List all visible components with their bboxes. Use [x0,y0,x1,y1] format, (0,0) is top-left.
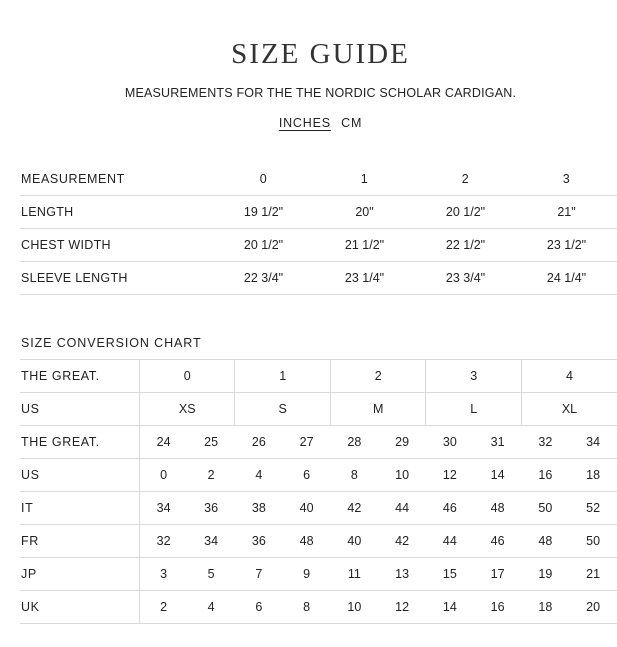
cell-value: 16 [474,591,522,624]
table-row [20,261,617,294]
measurement-table [20,164,617,295]
cell-value: 25 [187,426,235,459]
cell-value: 36 [235,525,283,558]
unit-cm-button[interactable]: CM [341,116,363,130]
cell-value: 6 [283,459,331,492]
cell-value: 34 [187,525,235,558]
cell-value: 4 [521,360,617,393]
cell-value: 40 [330,525,378,558]
cell-value: 42 [330,492,378,525]
cell-value: 34 [569,426,617,459]
cell-value: XS [139,393,235,426]
measurement-header-size: 3 [516,164,617,195]
cell-value: 48 [283,525,331,558]
cell-value: 20 1/2" [415,195,516,228]
row-label: THE GREAT. [20,360,139,393]
page-subtitle: MEASUREMENTS FOR THE THE NORDIC SCHOLAR CARDIGAN. [124,86,517,100]
cell-value: 50 [521,492,569,525]
table-row [20,360,617,393]
cell-value: 52 [569,492,617,525]
cell-value: 24 [139,426,187,459]
cell-value: 2 [139,591,187,624]
row-label: SLEEVE LENGTH [20,261,213,294]
cell-value: 29 [378,426,426,459]
cell-value: 13 [378,558,426,591]
cell-value: 42 [378,525,426,558]
cell-value: 9 [283,558,331,591]
cell-value: 23 3/4" [415,261,516,294]
cell-value: 31 [474,426,522,459]
cell-value: 48 [474,492,522,525]
cell-value: 3 [426,360,522,393]
cell-value: 12 [378,591,426,624]
cell-value: 2 [330,360,426,393]
row-label: CHEST WIDTH [20,228,213,261]
row-label: THE GREAT. [20,426,139,459]
cell-value: 38 [235,492,283,525]
cell-value: 20 [569,591,617,624]
row-label: FR [20,525,139,558]
cell-value: 15 [426,558,474,591]
cell-value: 8 [330,459,378,492]
cell-value: 44 [426,525,474,558]
cell-value: 20 1/2" [213,228,314,261]
cell-value: 17 [474,558,522,591]
cell-value: 3 [139,558,187,591]
cell-value: S [235,393,331,426]
cell-value: 11 [330,558,378,591]
table-row [20,558,617,591]
cell-value: 16 [521,459,569,492]
row-label: LENGTH [20,195,213,228]
cell-value: 28 [330,426,378,459]
row-label: UK [20,591,139,624]
cell-value: M [330,393,426,426]
conversion-table [20,359,617,624]
cell-value: 0 [139,360,235,393]
cell-value: 32 [521,426,569,459]
cell-value: 4 [187,591,235,624]
cell-value: 18 [521,591,569,624]
cell-value: 27 [283,426,331,459]
table-row [20,591,617,624]
cell-value: 8 [283,591,331,624]
page-title: SIZE GUIDE [231,38,410,70]
cell-value: 46 [426,492,474,525]
unit-toggle [0,116,617,130]
row-label: JP [20,558,139,591]
row-label: US [20,459,139,492]
row-label: IT [20,492,139,525]
cell-value: 18 [569,459,617,492]
cell-value: 48 [521,525,569,558]
table-row [20,492,617,525]
cell-value: 0 [139,459,187,492]
cell-value: 23 1/4" [314,261,415,294]
cell-value: 14 [426,591,474,624]
cell-value: 1 [235,360,331,393]
cell-value: 14 [474,459,522,492]
measurement-header-label: MEASUREMENT [20,164,213,195]
cell-value: 2 [187,459,235,492]
row-label: US [20,393,139,426]
cell-value: 23 1/2" [516,228,617,261]
table-row [20,195,617,228]
table-row [20,426,617,459]
cell-value: 12 [426,459,474,492]
table-row [20,393,617,426]
cell-value: 19 [521,558,569,591]
cell-value: L [426,393,522,426]
cell-value: 44 [378,492,426,525]
cell-value: 34 [139,492,187,525]
table-row [20,228,617,261]
cell-value: 21 [569,558,617,591]
cell-value: 46 [474,525,522,558]
cell-value: 4 [235,459,283,492]
cell-value: 30 [426,426,474,459]
cell-value: 7 [235,558,283,591]
table-row [20,459,617,492]
cell-value: 10 [330,591,378,624]
table-row [20,525,617,558]
cell-value: 22 3/4" [213,261,314,294]
measurement-header-size: 0 [213,164,314,195]
cell-value: 32 [139,525,187,558]
cell-value: 22 1/2" [415,228,516,261]
cell-value: 50 [569,525,617,558]
measurement-header-size: 1 [314,164,415,195]
cell-value: XL [521,393,617,426]
cell-value: 5 [187,558,235,591]
cell-value: 10 [378,459,426,492]
unit-inches-button[interactable]: INCHES [278,116,331,130]
cell-value: 20" [314,195,415,228]
cell-value: 40 [283,492,331,525]
cell-value: 21 1/2" [314,228,415,261]
measurement-header-size: 2 [415,164,516,195]
cell-value: 24 1/4" [516,261,617,294]
measurement-header-row [20,164,617,195]
cell-value: 19 1/2" [213,195,314,228]
conversion-heading: SIZE CONVERSION CHART [21,336,202,350]
cell-value: 26 [235,426,283,459]
cell-value: 36 [187,492,235,525]
cell-value: 6 [235,591,283,624]
cell-value: 21" [516,195,617,228]
